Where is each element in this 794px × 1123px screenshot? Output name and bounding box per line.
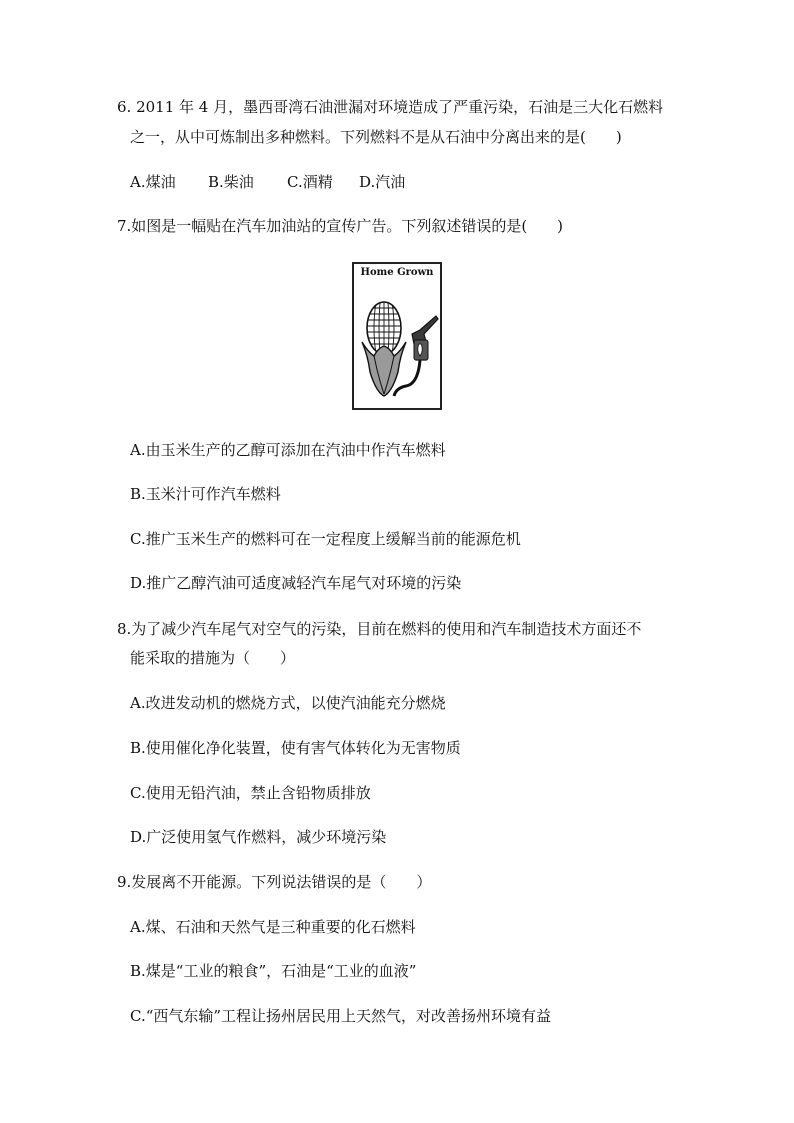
q8-option-d: D.广泛使用氢气作燃料，减少环境污染 xyxy=(130,828,387,846)
q7-option-c: C.推广玉米生产的燃料可在一定程度上缓解当前的能源危机 xyxy=(130,530,521,548)
q8-stem-line-2: 能采取的措施为（ ） xyxy=(130,649,296,667)
q6-stem-line-2: 之一，从中可炼制出多种燃料。下列燃料不是从石油中分离出来的是( ) xyxy=(130,128,622,146)
corn-fuel-nozzle-icon xyxy=(354,264,440,408)
q6-stem-line-1: 6. 2011 年 4 月，墨西哥湾石油泄漏对环境造成了严重污染，石油是三大化石燃料 xyxy=(117,98,664,116)
q8-stem-line-1: 8.为了减少汽车尾气对空气的污染，目前在燃料的使用和汽车制造技术方面还不 xyxy=(117,620,642,638)
q6-option-b: B.柴油 xyxy=(208,173,254,191)
q7-option-a: A.由玉米生产的乙醇可添加在汽油中作汽车燃料 xyxy=(130,441,446,459)
q6-option-a: A.煤油 xyxy=(130,173,176,191)
q8-option-b: B.使用催化净化装置，使有害气体转化为无害物质 xyxy=(130,739,461,757)
q9-stem: 9.发展离不开能源。下列说法错误的是（ ） xyxy=(117,873,432,891)
q6-option-d: D.汽油 xyxy=(359,173,406,191)
q7-option-b: B.玉米汁可作汽车燃料 xyxy=(130,485,281,503)
q8-option-c: C.使用无铅汽油，禁止含铅物质排放 xyxy=(130,784,371,802)
q9-option-c: C.“西气东输”工程让扬州居民用上天然气，对改善扬州环境有益 xyxy=(130,1007,552,1025)
q9-option-a: A.煤、石油和天然气是三种重要的化石燃料 xyxy=(130,918,416,936)
q7-stem: 7.如图是一幅贴在汽车加油站的宣传广告。下列叙述错误的是( ) xyxy=(117,217,564,235)
q9-option-b: B.煤是“工业的粮食”，石油是“工业的血液” xyxy=(130,962,417,980)
q7-option-d: D.推广乙醇汽油可适度减轻汽车尾气对环境的污染 xyxy=(130,574,462,592)
q8-option-a: A.改进发动机的燃烧方式，以使汽油能充分燃烧 xyxy=(130,694,446,712)
q6-option-c: C.酒精 xyxy=(287,173,333,191)
poster-title: Home Grown xyxy=(360,267,434,278)
home-grown-poster xyxy=(352,262,442,410)
